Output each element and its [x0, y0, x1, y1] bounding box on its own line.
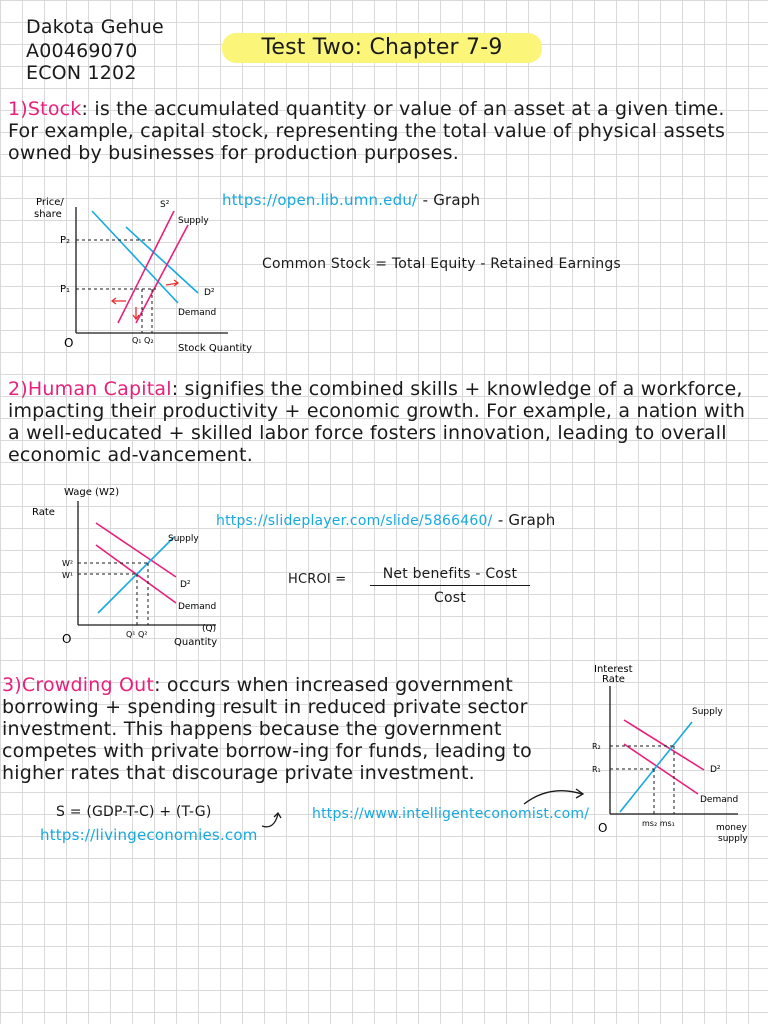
section2-term: Human Capital — [27, 378, 172, 400]
section1-link-suffix: - Graph — [422, 191, 481, 209]
wage-supply-label: Supply — [168, 534, 199, 544]
interest-supply-label: Supply — [692, 707, 723, 717]
wage-y-label-1: Wage (W2) — [64, 487, 120, 498]
section1-term: Stock — [27, 98, 82, 120]
wage-w1-label: W¹ — [62, 571, 74, 580]
section3-term: Crowding Out — [21, 674, 155, 696]
section2-paragraph — [8, 378, 763, 466]
section2-link-suffix: - Graph — [497, 511, 556, 529]
graph-pointer-arrow-icon — [520, 780, 590, 810]
wage-q-label: Q¹ Q² — [126, 630, 148, 639]
section3-text: : occurs when increased government borrowing + spending result in reduced private sector investment. This happens because the government competes with private borrow-ing for funds, leading to higher rates that discourage private investment. — [2, 674, 532, 784]
equation-arrow-icon — [258, 806, 288, 836]
interest-origin: O — [598, 821, 608, 835]
stock-y-label-1: Price/ — [36, 197, 64, 208]
wage-d2-label: D² — [180, 580, 191, 590]
section2-link[interactable]: https://slideplayer.com/slide/5866460/ — [216, 513, 493, 529]
course-code: ECON 1202 — [26, 62, 137, 84]
section2-number: 2) — [8, 378, 28, 400]
page-title: Test Two: Chapter 7-9 — [222, 33, 542, 63]
interest-y-label-1: Interest — [594, 664, 633, 675]
hcroi-label: HCROI = — [288, 572, 347, 587]
wage-w2-label: W² — [62, 559, 74, 568]
section1-formula: Common Stock = Total Equity - Retained Earnings — [262, 256, 621, 272]
section1-text: : is the accumulated quantity or value of an asset at a given time. For example, capital stock, representing the total value of physical assets owned by businesses for production purposes. — [8, 98, 726, 164]
section1-link[interactable]: https://open.lib.umn.edu/ — [222, 191, 418, 209]
section3-link2[interactable]: https://livingeconomies.com — [40, 826, 258, 844]
stock-x-label: Stock Quantity — [178, 343, 253, 354]
wage-x-label-1: (Q) — [202, 624, 217, 634]
hcroi-denominator: Cost — [434, 590, 466, 606]
student-id: A00469070 — [26, 40, 138, 62]
stock-supply-label: Supply — [178, 216, 209, 226]
interest-r1-label: R₁ — [592, 765, 601, 774]
section1-paragraph — [8, 98, 758, 164]
human-capital-graph — [26, 485, 246, 655]
stock-p2-label: P₂ — [60, 235, 71, 246]
wage-demand-label: Demand — [178, 602, 217, 612]
student-name: Dakota Gehue — [26, 16, 164, 38]
stock-demand-label: Demand — [178, 308, 217, 318]
wage-y-label-2: Rate — [32, 507, 55, 518]
interest-demand-label: Demand — [700, 795, 739, 805]
wage-demand-line — [96, 523, 176, 577]
section1-number: 1) — [8, 98, 28, 120]
section2-source — [216, 510, 555, 529]
crowding-out-graph — [588, 662, 764, 852]
stock-q-label: Q₁ Q₂ — [132, 336, 154, 345]
stock-graph — [28, 195, 268, 360]
savings-equation: S = (GDP-T-C) + (T-G) — [56, 804, 212, 820]
section2-text: : signifies the combined skills + knowledge of a workforce, impacting their productivity + economic growth. For example, a nation with a well-educated + skilled labor force fosters innovation, leading to overall economic ad-vancement. — [8, 378, 746, 466]
section3-number: 3) — [2, 674, 22, 696]
interest-d2-line — [624, 720, 704, 770]
hcroi-numerator: Net benefits - Cost — [370, 566, 530, 586]
stock-y-label-2: share — [34, 209, 62, 220]
section3-paragraph — [2, 674, 587, 784]
wage-supply-line — [98, 537, 174, 613]
interest-ms-label: ms₂ ms₁ — [642, 819, 675, 828]
section3-link1[interactable]: https://www.intelligenteconomist.com/ — [312, 806, 590, 822]
interest-y-label-2: Rate — [602, 674, 625, 685]
interest-supply-line — [620, 722, 692, 812]
interest-x-label-1: money — [716, 823, 747, 833]
wage-origin: O — [62, 632, 72, 646]
interest-x-label-2: supply — [718, 834, 748, 844]
interest-r2-label: R₂ — [592, 742, 601, 751]
stock-d2-label: D² — [204, 288, 215, 298]
stock-s2-label: S² — [160, 200, 170, 210]
wage-x-label-2: Quantity — [174, 637, 218, 648]
interest-d2-label: D² — [710, 765, 721, 775]
hcroi-fraction — [370, 566, 530, 606]
stock-p1-label: P₁ — [60, 284, 71, 295]
stock-origin: O — [64, 336, 74, 350]
